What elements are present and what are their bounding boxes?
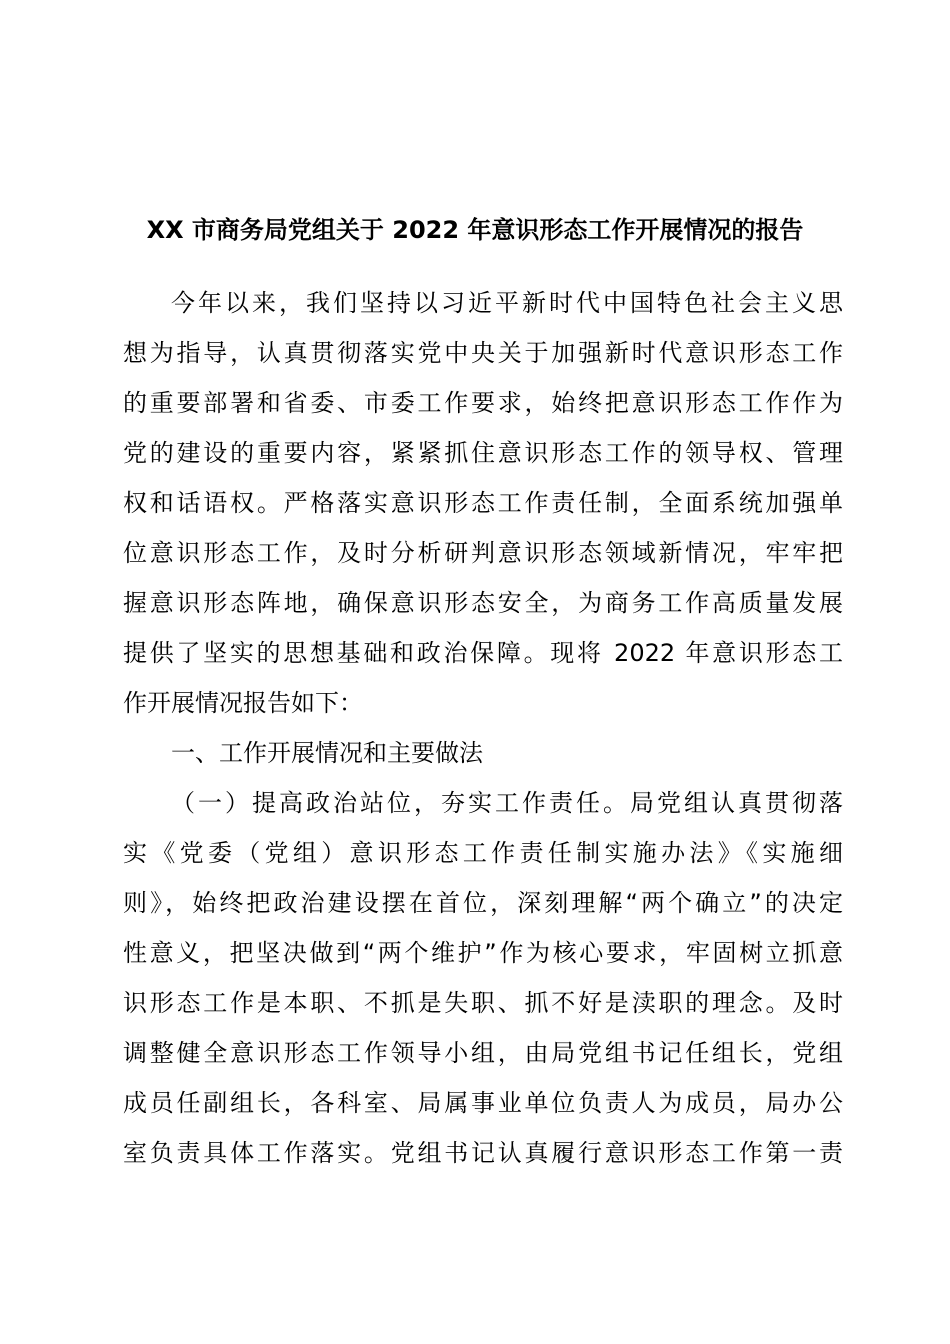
paragraph-line: 实《党委（党组）意识形态工作责任制实施办法》《实施细 (123, 839, 843, 867)
paragraph-line: 性意义，把坚决做到“两个维护”作为核心要求，牢固树立抓意 (123, 939, 843, 967)
paragraph-line: 党的建设的重要内容，紧紧抓住意识形态工作的领导权、管理 (123, 439, 843, 467)
paragraph-line: 握意识形态阵地，确保意识形态安全，为商务工作高质量发展 (123, 589, 843, 617)
paragraph-line: 提供了坚实的思想基础和政治保障。现将 2022 年意识形态工 (123, 639, 843, 667)
paragraph-line: 调整健全意识形态工作领导小组，由局党组书记任组长，党组 (123, 1039, 843, 1067)
paragraph-line: 则》，始终把政治建设摆在首位，深刻理解“两个确立”的决定 (123, 889, 843, 917)
paragraph-line: 今年以来，我们坚持以习近平新时代中国特色社会主义思 (171, 289, 843, 317)
paragraph-line: 识形态工作是本职、不抓是失职、抓不好是渎职的理念。及时 (123, 989, 843, 1017)
paragraph-line: （一）提高政治站位，夯实工作责任。局党组认真贯彻落 (171, 789, 843, 817)
paragraph-line: 的重要部署和省委、市委工作要求，始终把意识形态工作作为 (123, 389, 843, 417)
paragraph-line: 位意识形态工作，及时分析研判意识形态领域新情况，牢牢把 (123, 539, 843, 567)
paragraph-line: 作开展情况报告如下： (123, 689, 363, 717)
paragraph-line: 成员任副组长，各科室、局属事业单位负责人为成员，局办公 (123, 1089, 843, 1117)
paragraph-line: 想为指导，认真贯彻落实党中央关于加强新时代意识形态工作 (123, 339, 843, 367)
paragraph-line: 室负责具体工作落实。党组书记认真履行意识形态工作第一责 (123, 1139, 843, 1167)
document-title: XX 市商务局党组关于 2022 年意识形态工作开展情况的报告 (146, 216, 804, 244)
section-heading: 一、工作开展情况和主要做法 (171, 739, 483, 767)
document-body (123, 278, 843, 1178)
paragraph-line: 权和话语权。严格落实意识形态工作责任制，全面系统加强单 (123, 489, 843, 517)
